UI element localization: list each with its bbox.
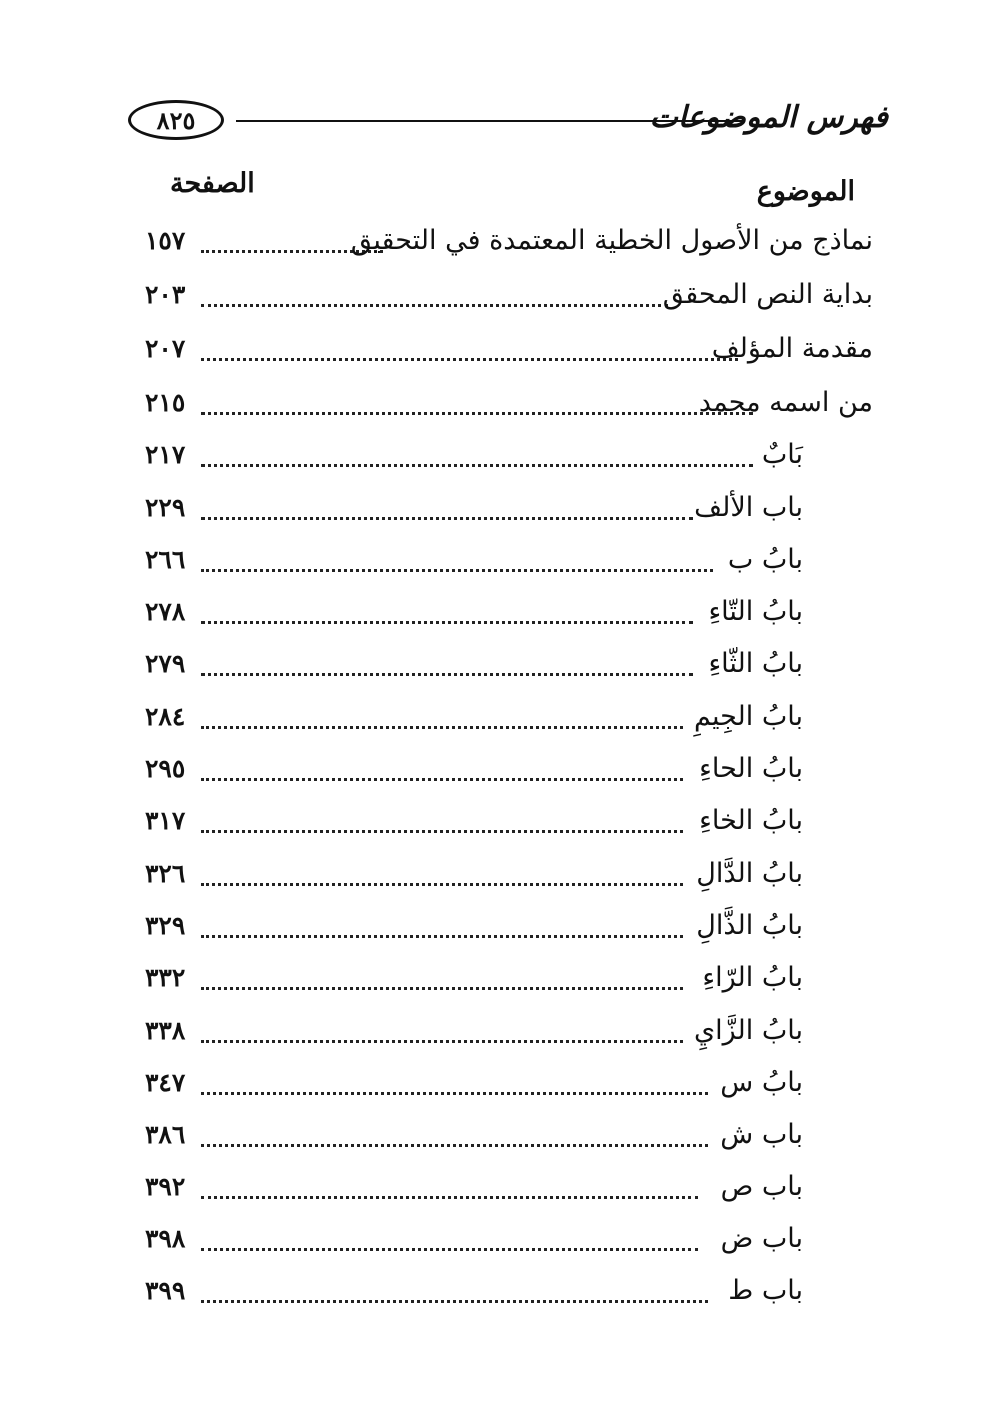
page-number-badge bbox=[128, 100, 224, 140]
toc-entry bbox=[145, 436, 873, 474]
toc-entry bbox=[145, 802, 873, 840]
toc-entry bbox=[145, 1220, 873, 1258]
toc-entry bbox=[145, 698, 873, 736]
toc-page-number: ٣٩٢ bbox=[145, 1172, 186, 1201]
toc-entry bbox=[145, 489, 873, 527]
toc-leader-dots bbox=[201, 304, 668, 307]
toc-page-number: ٣٢٩ bbox=[145, 911, 186, 940]
toc-title: باب ض bbox=[720, 1223, 803, 1254]
toc-title: بابُ الجِيمِ bbox=[693, 701, 803, 732]
toc-title: باب ط bbox=[728, 1275, 803, 1306]
toc-entry bbox=[145, 959, 873, 997]
toc-title: نماذج من الأصول الخطية المعتمدة في التحقيق bbox=[350, 225, 873, 256]
toc-entry bbox=[145, 1012, 873, 1050]
toc-title: باب ص bbox=[720, 1171, 803, 1202]
toc-title: باب ش bbox=[720, 1119, 803, 1150]
toc-leader-dots bbox=[201, 517, 693, 520]
toc-title: مقدمة المؤلف bbox=[711, 333, 873, 364]
toc-page-number: ٢١٧ bbox=[145, 440, 186, 469]
toc-entry bbox=[145, 1168, 873, 1206]
toc-leader-dots bbox=[201, 569, 713, 572]
toc-entry bbox=[145, 330, 873, 368]
toc-leader-dots bbox=[201, 778, 683, 781]
toc-page-number: ٢٧٨ bbox=[145, 597, 186, 626]
toc-page-number: ٣٤٧ bbox=[145, 1068, 186, 1097]
toc-leader-dots bbox=[201, 883, 683, 886]
toc-page-number: ٣٨٦ bbox=[145, 1120, 186, 1149]
toc-entry bbox=[145, 276, 873, 314]
toc-page-number: ٢٩٥ bbox=[145, 754, 186, 783]
toc-entry bbox=[145, 593, 873, 631]
toc-entry bbox=[145, 384, 873, 422]
toc-leader-dots bbox=[201, 412, 753, 415]
toc-leader-dots bbox=[201, 673, 693, 676]
toc-title: بابُ الخاءِ bbox=[699, 805, 803, 836]
toc-leader-dots bbox=[201, 726, 683, 729]
toc-page-number: ٢٨٤ bbox=[145, 702, 186, 731]
toc-leader-dots bbox=[201, 1092, 708, 1095]
toc-title: بابُ الدَّالِ bbox=[696, 858, 803, 889]
toc-page-number: ٢٧٩ bbox=[145, 649, 186, 678]
toc-title: بابُ ب bbox=[727, 544, 803, 575]
toc-leader-dots bbox=[201, 464, 753, 467]
toc-entry bbox=[145, 907, 873, 945]
toc-entry bbox=[145, 541, 873, 579]
toc-page-number: ٢١٥ bbox=[145, 388, 186, 417]
toc-entry bbox=[145, 222, 873, 260]
toc-leader-dots bbox=[201, 1144, 708, 1147]
toc-entry bbox=[145, 855, 873, 893]
toc-leader-dots bbox=[201, 1196, 698, 1199]
toc-leader-dots bbox=[201, 358, 738, 361]
toc-page-number: ٢٢٩ bbox=[145, 493, 186, 522]
toc-leader-dots bbox=[201, 935, 683, 938]
toc-leader-dots bbox=[201, 987, 683, 990]
toc-page-number: ٣١٧ bbox=[145, 806, 186, 835]
toc-title: بَابٌ bbox=[761, 439, 803, 470]
toc-entry bbox=[145, 1272, 873, 1310]
toc-leader-dots bbox=[201, 621, 693, 624]
toc-leader-dots bbox=[201, 1248, 698, 1251]
toc-title: من اسمه محمد bbox=[698, 387, 873, 418]
toc-page-number: ٣٩٨ bbox=[145, 1224, 186, 1253]
toc-page-number: ٣٩٩ bbox=[145, 1276, 186, 1305]
toc-title: باب الألف bbox=[694, 492, 803, 523]
toc-title: بابُ الثّاءِ bbox=[708, 648, 803, 679]
toc-title: بابُ س bbox=[720, 1067, 803, 1098]
toc-title: بابُ التّاءِ bbox=[708, 596, 803, 627]
page-column-heading: الصفحة bbox=[170, 168, 255, 199]
toc-page-number: ٢٠٣ bbox=[145, 280, 186, 309]
toc-entry bbox=[145, 1064, 873, 1102]
toc-entry bbox=[145, 1116, 873, 1154]
toc-page-number: ٣٣٢ bbox=[145, 963, 186, 992]
running-title: فهرس الموضوعات bbox=[649, 100, 888, 135]
toc-page-number: ١٥٧ bbox=[145, 226, 186, 255]
topic-column-heading: الموضوع bbox=[756, 176, 855, 207]
toc-page-number: ٣٣٨ bbox=[145, 1016, 186, 1045]
toc-page-number: ٣٢٦ bbox=[145, 859, 186, 888]
page-number: ٨٢٥ bbox=[156, 105, 196, 135]
toc-title: بداية النص المحقق bbox=[662, 279, 873, 310]
toc-entry bbox=[145, 750, 873, 788]
toc-page-number: ٢٦٦ bbox=[145, 545, 186, 574]
toc-entry bbox=[145, 645, 873, 683]
toc-leader-dots bbox=[201, 830, 683, 833]
toc-page-number: ٢٠٧ bbox=[145, 334, 186, 363]
toc-title: بابُ الرّاءِ bbox=[702, 962, 803, 993]
page-header bbox=[128, 100, 888, 148]
toc-leader-dots bbox=[201, 1040, 683, 1043]
toc-title: بابُ الحاءِ bbox=[699, 753, 803, 784]
toc-title: بابُ الزَّايِ bbox=[693, 1015, 803, 1046]
toc-title: بابُ الذَّالِ bbox=[696, 910, 803, 941]
toc-leader-dots bbox=[201, 1300, 708, 1303]
